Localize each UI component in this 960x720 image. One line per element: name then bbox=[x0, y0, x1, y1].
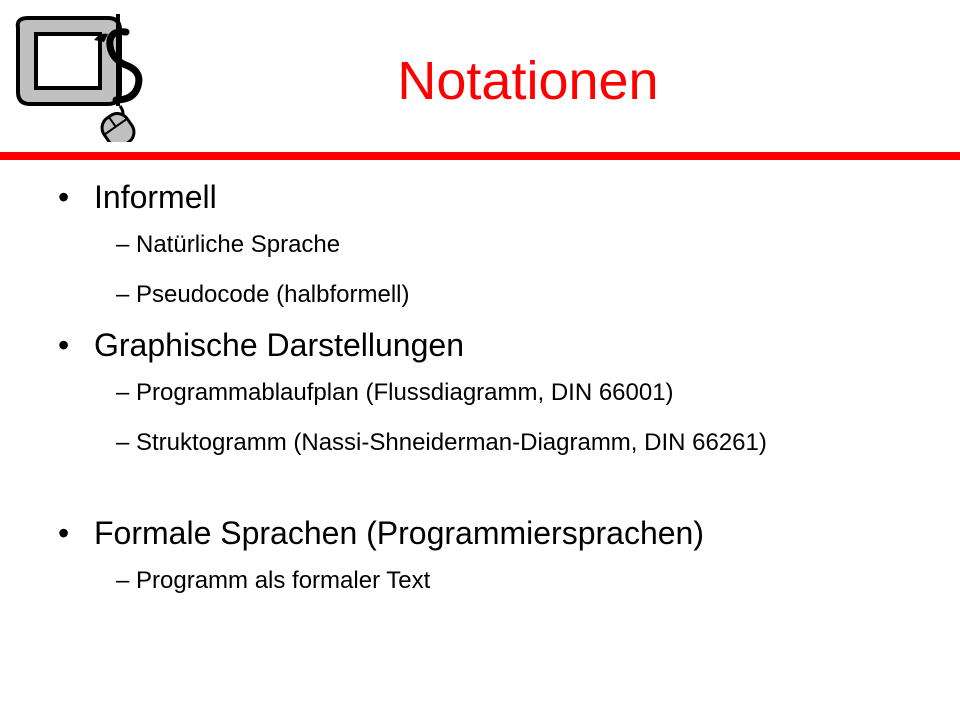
sub-item-label: Programmablaufplan (Flussdiagramm, DIN 66001) bbox=[136, 379, 674, 406]
sub-item-label: Struktogramm (Nassi-Shneiderman-Diagramm, DIN 66261) bbox=[136, 429, 767, 456]
sub-item bbox=[116, 426, 896, 460]
sub-item bbox=[116, 376, 896, 410]
sub-item-label: Programm als formaler Text bbox=[136, 567, 431, 594]
list-item-formale-sprachen bbox=[58, 514, 704, 552]
dash-icon: – bbox=[116, 429, 130, 456]
bullet-icon: • bbox=[58, 327, 70, 363]
list-item-informell bbox=[58, 178, 217, 216]
dash-icon: – bbox=[116, 379, 130, 406]
bullet-icon: • bbox=[58, 179, 70, 215]
list-item-label: Formale Sprachen (Programmiersprachen) bbox=[94, 515, 704, 551]
slide-title: Notationen bbox=[397, 51, 659, 111]
dash-icon: – bbox=[116, 231, 130, 258]
sub-item-label: Pseudocode (halbformell) bbox=[136, 281, 410, 308]
list-item-graphische-darstellungen bbox=[58, 326, 464, 364]
title-divider bbox=[0, 152, 960, 160]
sub-item bbox=[116, 228, 896, 262]
dash-icon: – bbox=[116, 281, 130, 308]
sub-item bbox=[116, 278, 896, 312]
bullet-icon: • bbox=[58, 515, 70, 551]
list-item-label: Graphische Darstellungen bbox=[94, 327, 464, 363]
sub-item bbox=[116, 564, 896, 598]
list-item-label: Informell bbox=[94, 179, 217, 215]
dash-icon: – bbox=[116, 567, 130, 594]
sub-item-label: Natürliche Sprache bbox=[136, 231, 341, 258]
